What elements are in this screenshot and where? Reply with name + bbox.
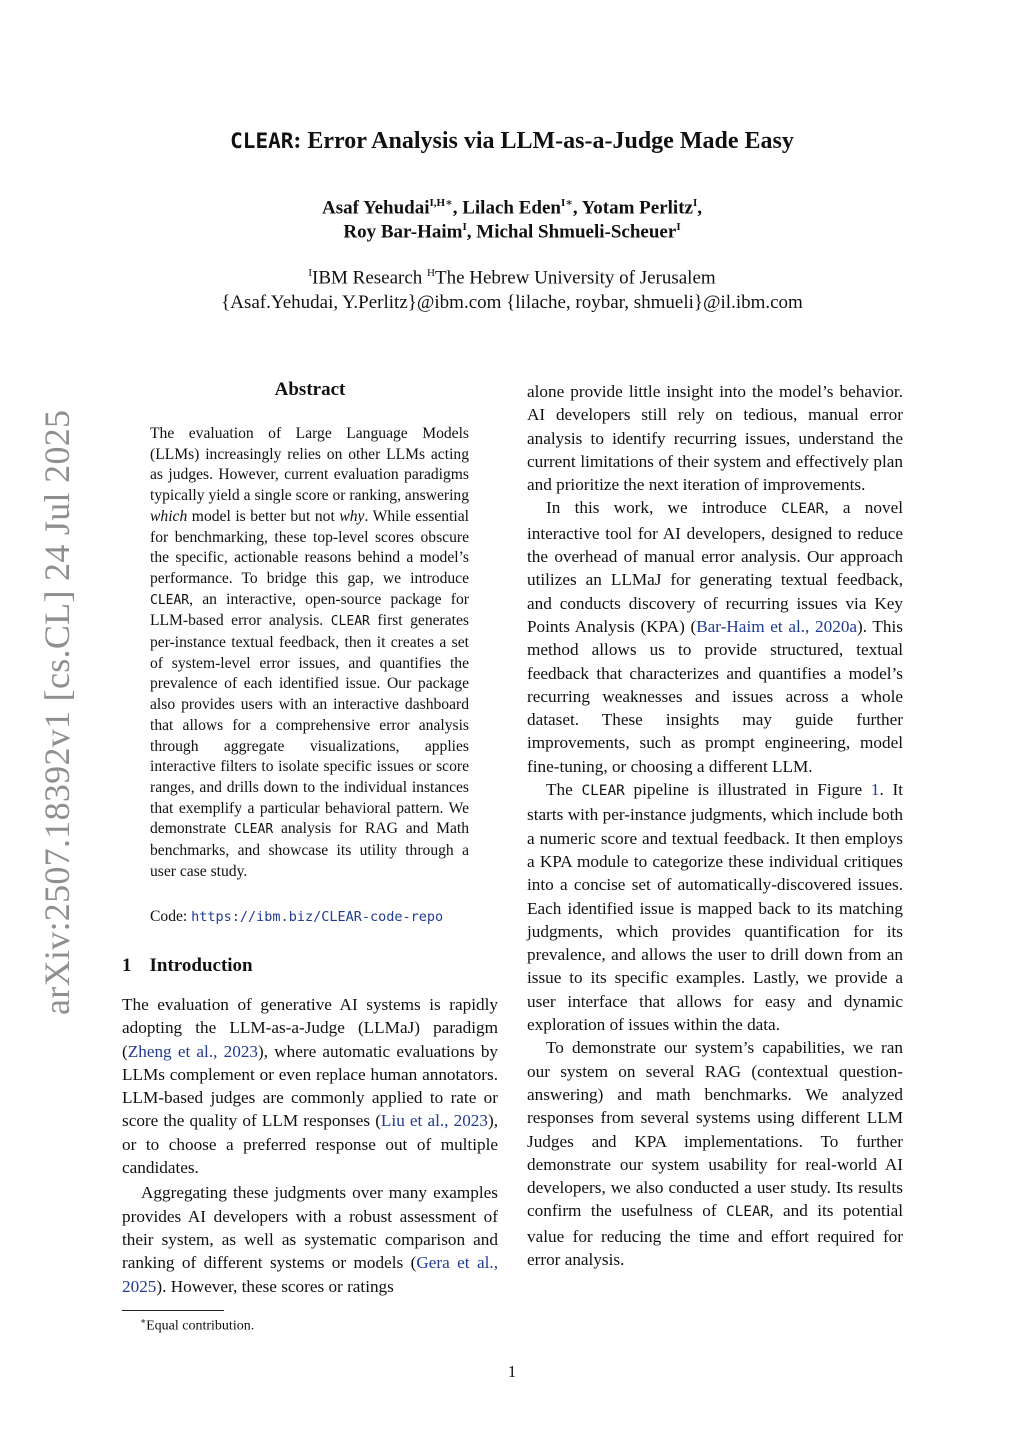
footnote-text: Equal contribution. (146, 1318, 255, 1334)
paragraph-text: Aggregating these judgments over many examples provides AI developers with a robust assessment of their system, as well as systematic comparison and ranking of different systems or models ( (122, 1183, 498, 1273)
tool-name: CLEAR (150, 592, 190, 608)
author-name: Roy Bar-Haim (343, 221, 463, 243)
code-line (150, 908, 480, 926)
author-name: Lilach Eden (462, 197, 561, 219)
abstract-emphasis: which (150, 507, 188, 525)
author-affiliation-mark: I (676, 221, 681, 233)
citation-year: 2023 (223, 1041, 259, 1061)
author-separator: , (452, 197, 463, 219)
footnote-rule (122, 1310, 224, 1311)
author-affiliation-mark: I∗ (560, 197, 573, 209)
paragraph-text: , a novel interactive tool for AI developers, designed to reduce the overhead of manual error analysis. Our approach utilizes an LLMaJ for generating textual feedback, and conducts discovery of recurring issues via Key Points Analysis (KPA) ( (527, 498, 903, 636)
tool-name: CLEAR (330, 614, 370, 630)
arxiv-identifier-stamp: arXiv:2507.18392v1 [cs.CL] 24 Jul 2025 (37, 409, 77, 1015)
author-emails: {Asaf.Yehudai, Y.Perlitz}@ibm.com {lilache, roybar, shmueli}@il.ibm.com (221, 292, 803, 313)
paragraph-text: ), or to choose a preferred response out of multiple candidates. (122, 1111, 498, 1178)
author-separator: , (572, 197, 582, 219)
citation-link[interactable]: Zheng et al., 2023 (127, 1041, 259, 1061)
affiliation-ibm: IBM Research (312, 267, 428, 289)
citation-link[interactable]: Liu et al., 2023 (380, 1111, 488, 1131)
paragraph (527, 778, 903, 1036)
abstract-text: first generates per-instance textual feedback, then it creates a set of system-level error issues, and quantifies the prevalence of each identified issue. Our package also provides users with an interactive dashboard that allows for a comprehensive error analysis through aggregate visualizations, applies interactive filters to isolate specific issues or score ranges, and drills down to the individual instances that exemplify a particular behavioral pattern. We demonstrate (150, 612, 469, 838)
affiliation-mark: I (308, 267, 312, 279)
abstract-text: , an interactive, open-source package for LLM-based error analysis. (150, 590, 469, 630)
intro-right-column (527, 380, 903, 1271)
title-text: : Error Analysis via LLM-as-a-Judge Made Easy (293, 128, 794, 154)
affiliations (0, 267, 1024, 289)
author-name: Michal Shmueli-Scheuer (476, 221, 677, 243)
page-number: 1 (507, 1362, 517, 1381)
abstract-heading: Abstract (274, 379, 346, 400)
paragraph-text: ). This method allows us to provide structured, textual feedback that characterizes and quantifies a model’s recurring weaknesses and issues across a whole dataset. These insights may guide further improvements, such as prompt engineering, model fine-tuning, or choosing a different LLM. (527, 616, 903, 776)
author-separator: , (697, 197, 702, 219)
citation-link[interactable]: Gera et al., 2025 (122, 1253, 498, 1296)
paragraph-text: The evaluation of generative AI systems is rapidly adopting the LLM-as-a-Judge (LLMaJ) paradigm ( (122, 995, 498, 1061)
intro-left-column (122, 993, 498, 1298)
footnote-mark: ∗ (140, 1316, 147, 1326)
paragraph-text: To demonstrate our system’s capabilities, we ran our system on several RAG (contextual question-answering) and math benchmarks. We analyzed responses from several systems using different LLM Judges and KPA implementations. To further demonstrate our system usability for real-world AI developers, we also conducted a user study. Its results confirm the usefulness of (527, 1038, 903, 1221)
abstract-body (150, 424, 469, 882)
citation-authors: Liu et al. (380, 1111, 445, 1131)
paragraph-text: In this work, we introduce (546, 498, 782, 518)
paragraph (527, 496, 903, 778)
citation-authors: Zheng et al. (127, 1041, 214, 1061)
figure-reference-link[interactable]: 1 (870, 780, 880, 800)
paper-title (0, 128, 1024, 155)
citation-year: 2023 (453, 1111, 488, 1131)
paragraph: alone provide little insight into the model’s behavior. AI developers still rely on tedious, manual error analysis to identify recurring issues, understand the current limitations of their system and effectively plan and prioritize the next iteration of improvements. (527, 382, 903, 495)
paragraph (527, 1036, 903, 1271)
affiliation-mark: H (427, 267, 435, 279)
paragraph-text: . It starts with per-instance judgments, which include both a numeric score and textual feedback. It then employs a KPA module to categorize these individual critiques into a concise set of automatically-discovered issues. Each identified issue is mapped back to its matching judgments, which provides quantification for its prevalence, and allows the user to drill down from an issue to its specific examples. Lastly, we provide a user interface that allows for easy and dynamic exploration of issues within the data. (527, 780, 903, 1035)
citation-link[interactable]: Bar-Haim et al., 2020a (696, 616, 858, 636)
section-title: Introduction (149, 955, 253, 976)
author-name: Yotam Perlitz (581, 197, 693, 219)
author-affiliation-mark: I (462, 221, 467, 233)
section-heading-introduction (122, 955, 253, 977)
author-affiliation-mark: I,H∗ (429, 197, 453, 209)
paragraph-text: The (546, 780, 582, 800)
author-affiliation-mark: I (692, 197, 698, 209)
title-tool-name: CLEAR (230, 129, 294, 153)
paragraph (122, 993, 498, 1179)
citation-authors: Gera et al. (416, 1253, 494, 1273)
tool-name: CLEAR (234, 822, 274, 838)
abstract-emphasis: why (339, 507, 365, 525)
author-name: Asaf Yehudai (322, 197, 430, 219)
abstract-text: model is better but not (187, 507, 340, 525)
paragraph-text: ), where automatic evaluations by LLMs complement or even replace human annotators. LLM-based judges are commonly applied to rate or score the quality of LLM responses ( (122, 1041, 499, 1131)
citation-year: 2020a (815, 616, 858, 636)
abstract-text: analysis for RAG and Math benchmarks, and showcase its utility through a user case study. (150, 820, 469, 880)
paragraph-text: , and its potential value for reducing the time and effort required for error analysis. (527, 1201, 903, 1269)
section-number: 1 (122, 955, 132, 976)
citation-authors: Bar-Haim et al. (696, 616, 806, 636)
paragraph (122, 1181, 498, 1297)
author-line-2 (0, 221, 1024, 243)
paragraph-text: ). However, these scores or ratings (156, 1276, 394, 1296)
footnote (140, 1316, 254, 1335)
affiliation-huji: The Hebrew University of Jerusalem (434, 267, 716, 289)
abstract-text: The evaluation of Large Language Models (LLMs) increasingly relies on other LLMs acting as judges. However, current evaluation paradigms typically yield a single score or ranking, answering (150, 425, 469, 505)
author-line-1 (0, 196, 1024, 219)
tool-name: CLEAR (781, 501, 825, 518)
tool-name: CLEAR (581, 783, 625, 800)
code-label: Code: (150, 908, 192, 925)
author-separator: , (466, 221, 477, 243)
code-repo-link[interactable]: https://ibm.biz/CLEAR-code-repo (191, 909, 444, 925)
abstract-text: . While essential for benchmarking, these top-level scores obscure the specific, actionable reasons behind a model’s performance. To bridge this gap, we introduce (150, 507, 469, 587)
tool-name: CLEAR (725, 1204, 770, 1221)
citation-year: 2025 (122, 1276, 157, 1296)
paragraph-text: pipeline is illustrated in Figure (624, 780, 871, 800)
